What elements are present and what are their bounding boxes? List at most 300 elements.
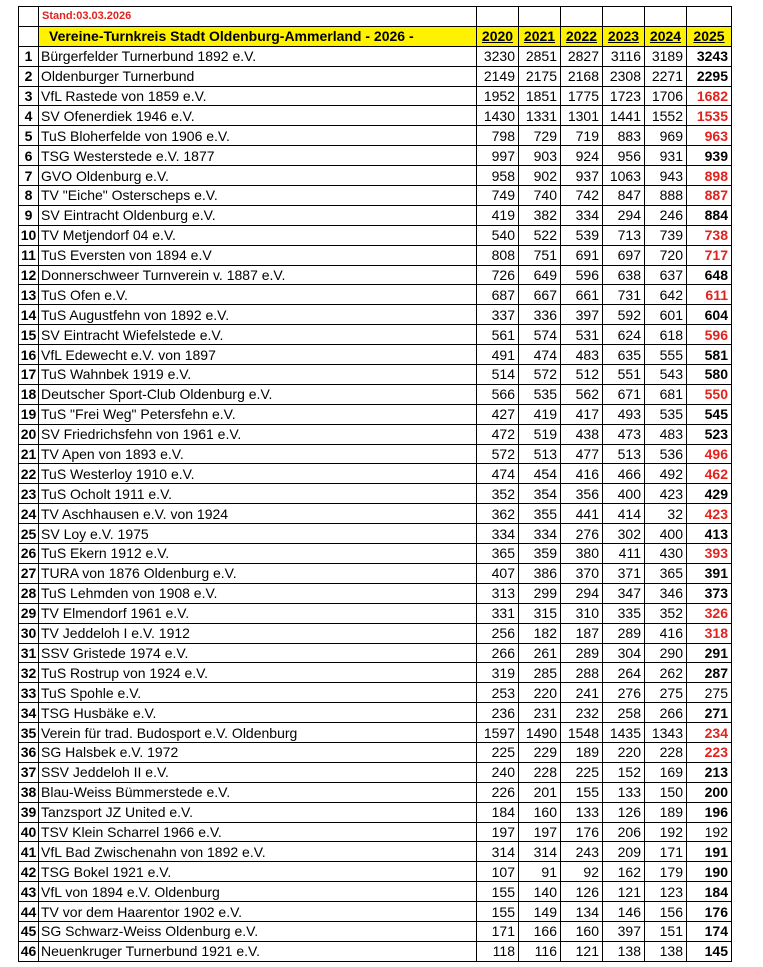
row-rank: 1 [19, 46, 39, 66]
row-rank: 21 [19, 444, 39, 464]
row-rank: 34 [19, 703, 39, 723]
year-value: 32 [645, 504, 687, 524]
year-value: 491 [477, 345, 519, 365]
club-membership-table [18, 6, 732, 962]
year-value: 561 [477, 325, 519, 345]
year-value: 697 [603, 245, 645, 265]
year-value: 997 [477, 146, 519, 166]
row-rank: 45 [19, 921, 39, 941]
year-value: 596 [561, 265, 603, 285]
current-year-value: 393 [687, 544, 732, 564]
year-value: 192 [645, 822, 687, 842]
table-row [19, 225, 732, 245]
club-name: SG Schwarz-Weiss Oldenburg e.V. [39, 921, 477, 941]
current-year-value: 192 [687, 822, 732, 842]
year-value: 304 [603, 643, 645, 663]
year-value: 731 [603, 285, 645, 305]
year-value: 347 [603, 583, 645, 603]
year-value: 246 [645, 205, 687, 225]
table-row [19, 245, 732, 265]
table-row [19, 504, 732, 524]
row-rank: 41 [19, 842, 39, 862]
row-rank: 40 [19, 822, 39, 842]
year-value: 294 [603, 205, 645, 225]
year-value: 888 [645, 186, 687, 206]
year-value: 427 [477, 404, 519, 424]
year-value: 536 [645, 444, 687, 464]
year-value: 138 [645, 941, 687, 961]
current-year-value: 939 [687, 146, 732, 166]
year-value: 400 [603, 484, 645, 504]
table-row [19, 723, 732, 743]
row-rank: 37 [19, 762, 39, 782]
row-rank: 43 [19, 882, 39, 902]
club-name: SV Friedrichsfehn von 1961 e.V. [39, 424, 477, 444]
current-year-value: 2295 [687, 66, 732, 86]
year-header: 2021 [519, 26, 561, 46]
table-row [19, 424, 732, 444]
year-value: 572 [477, 444, 519, 464]
year-value: 310 [561, 603, 603, 623]
row-rank: 11 [19, 245, 39, 265]
year-value: 160 [561, 921, 603, 941]
year-value: 290 [645, 643, 687, 663]
club-name: SSV Jeddeloh II e.V. [39, 762, 477, 782]
table-row [19, 703, 732, 723]
table-row [19, 802, 732, 822]
year-value: 514 [477, 365, 519, 385]
current-year-value: 1535 [687, 106, 732, 126]
club-name: VfL Edewecht e.V. von 1897 [39, 345, 477, 365]
year-value: 419 [519, 404, 561, 424]
year-value: 798 [477, 126, 519, 146]
year-value: 152 [603, 762, 645, 782]
year-value: 397 [603, 921, 645, 941]
current-year-value: 318 [687, 623, 732, 643]
year-value: 126 [561, 882, 603, 902]
club-name: Bürgerfelder Turnerbund 1892 e.V. [39, 46, 477, 66]
current-year-value: 190 [687, 862, 732, 882]
year-value: 512 [561, 365, 603, 385]
row-rank: 24 [19, 504, 39, 524]
table-row [19, 106, 732, 126]
year-value: 466 [603, 464, 645, 484]
club-name: SV Loy e.V. 1975 [39, 524, 477, 544]
year-value: 133 [561, 802, 603, 822]
year-value: 314 [477, 842, 519, 862]
year-value: 1552 [645, 106, 687, 126]
year-value: 958 [477, 166, 519, 186]
year-value: 179 [645, 862, 687, 882]
year-value: 276 [603, 683, 645, 703]
club-name: TuS Westerloy 1910 e.V. [39, 464, 477, 484]
year-value: 123 [645, 882, 687, 902]
year-value: 289 [603, 623, 645, 643]
club-name: SG Halsbek e.V. 1972 [39, 742, 477, 762]
year-value: 1430 [477, 106, 519, 126]
current-year-value: 611 [687, 285, 732, 305]
club-name: TuS Lehmden von 1908 e.V. [39, 583, 477, 603]
year-value: 160 [519, 802, 561, 822]
club-name: TSG Westerstede e.V. 1877 [39, 146, 477, 166]
table-row [19, 563, 732, 583]
year-value: 1706 [645, 86, 687, 106]
year-value: 302 [603, 524, 645, 544]
year-value: 176 [561, 822, 603, 842]
year-value: 726 [477, 265, 519, 285]
year-value: 483 [561, 345, 603, 365]
year-value: 184 [477, 802, 519, 822]
row-rank: 2 [19, 66, 39, 86]
current-year-value: 1682 [687, 86, 732, 106]
year-value: 258 [603, 703, 645, 723]
table-row [19, 384, 732, 404]
year-value: 140 [519, 882, 561, 902]
year-value: 226 [477, 782, 519, 802]
club-name: TuS Ofen e.V. [39, 285, 477, 305]
club-name: TV Metjendorf 04 e.V. [39, 225, 477, 245]
year-value: 356 [561, 484, 603, 504]
year-value: 266 [645, 703, 687, 723]
year-value: 352 [477, 484, 519, 504]
year-value: 166 [519, 921, 561, 941]
stand-blank [477, 7, 519, 27]
year-value: 352 [645, 603, 687, 623]
year-value: 562 [561, 384, 603, 404]
year-value: 261 [519, 643, 561, 663]
year-value: 1435 [603, 723, 645, 743]
year-value: 151 [645, 921, 687, 941]
year-value: 1952 [477, 86, 519, 106]
year-value: 687 [477, 285, 519, 305]
current-year-value: 287 [687, 663, 732, 683]
year-value: 539 [561, 225, 603, 245]
year-value: 276 [561, 524, 603, 544]
table-row [19, 822, 732, 842]
year-value: 1723 [603, 86, 645, 106]
table-title: Vereine-Turnkreis Stadt Oldenburg-Ammerland - 2026 - [39, 26, 477, 46]
club-name: TV Elmendorf 1961 e.V. [39, 603, 477, 623]
year-value: 266 [477, 643, 519, 663]
stand-blank [561, 7, 603, 27]
stand-date: Stand:03.03.2026 [39, 7, 477, 27]
year-value: 182 [519, 623, 561, 643]
current-year-value: 391 [687, 563, 732, 583]
year-value: 155 [477, 902, 519, 922]
year-value: 355 [519, 504, 561, 524]
year-value: 314 [519, 842, 561, 862]
year-header: 2025 [687, 26, 732, 46]
current-year-value: 234 [687, 723, 732, 743]
year-value: 430 [645, 544, 687, 564]
year-value: 197 [477, 822, 519, 842]
table-row [19, 66, 732, 86]
year-value: 749 [477, 186, 519, 206]
club-name: Deutscher Sport-Club Oldenburg e.V. [39, 384, 477, 404]
year-value: 362 [477, 504, 519, 524]
year-value: 739 [645, 225, 687, 245]
club-name: TV Apen von 1893 e.V. [39, 444, 477, 464]
year-value: 334 [519, 524, 561, 544]
club-name: VfL Bad Zwischenahn von 1892 e.V. [39, 842, 477, 862]
year-value: 519 [519, 424, 561, 444]
year-value: 671 [603, 384, 645, 404]
year-value: 171 [645, 842, 687, 862]
row-rank: 9 [19, 205, 39, 225]
table-row [19, 345, 732, 365]
row-rank: 22 [19, 464, 39, 484]
year-value: 2851 [519, 46, 561, 66]
year-value: 649 [519, 265, 561, 285]
row-rank: 16 [19, 345, 39, 365]
year-value: 92 [561, 862, 603, 882]
row-rank: 6 [19, 146, 39, 166]
year-value: 155 [561, 782, 603, 802]
year-value: 667 [519, 285, 561, 305]
year-value: 474 [477, 464, 519, 484]
year-value: 380 [561, 544, 603, 564]
year-value: 118 [477, 941, 519, 961]
table-row [19, 146, 732, 166]
table-body [19, 46, 732, 961]
current-year-value: 596 [687, 325, 732, 345]
current-year-value: 648 [687, 265, 732, 285]
year-value: 187 [561, 623, 603, 643]
row-rank: 28 [19, 583, 39, 603]
table-row [19, 663, 732, 683]
year-value: 107 [477, 862, 519, 882]
stand-blank [687, 7, 732, 27]
year-value: 365 [645, 563, 687, 583]
year-value: 354 [519, 484, 561, 504]
current-year-value: 887 [687, 186, 732, 206]
year-value: 1597 [477, 723, 519, 743]
row-rank: 12 [19, 265, 39, 285]
current-year-value: 275 [687, 683, 732, 703]
year-value: 206 [603, 822, 645, 842]
current-year-value: 963 [687, 126, 732, 146]
stand-blank [519, 7, 561, 27]
row-rank: 25 [19, 524, 39, 544]
stand-row [19, 7, 732, 27]
year-value: 969 [645, 126, 687, 146]
year-value: 150 [645, 782, 687, 802]
row-rank: 20 [19, 424, 39, 444]
table-row [19, 444, 732, 464]
year-value: 209 [603, 842, 645, 862]
table-row [19, 205, 732, 225]
year-value: 535 [519, 384, 561, 404]
table-row [19, 285, 732, 305]
year-value: 299 [519, 583, 561, 603]
year-value: 275 [645, 683, 687, 703]
current-year-value: 326 [687, 603, 732, 623]
row-rank: 19 [19, 404, 39, 424]
year-value: 225 [561, 762, 603, 782]
row-rank: 31 [19, 643, 39, 663]
year-value: 423 [645, 484, 687, 504]
club-name: TSV Klein Scharrel 1966 e.V. [39, 822, 477, 842]
year-value: 1301 [561, 106, 603, 126]
year-header: 2022 [561, 26, 603, 46]
year-value: 943 [645, 166, 687, 186]
year-value: 407 [477, 563, 519, 583]
club-name: TuS Wahnbek 1919 e.V. [39, 365, 477, 385]
club-name: Neuenkruger Turnerbund 1921 e.V. [39, 941, 477, 961]
club-name: TV Aschhausen e.V. von 1924 [39, 504, 477, 524]
table-row [19, 166, 732, 186]
year-value: 243 [561, 842, 603, 862]
current-year-value: 884 [687, 205, 732, 225]
year-value: 1331 [519, 106, 561, 126]
year-value: 661 [561, 285, 603, 305]
row-rank: 5 [19, 126, 39, 146]
table-row [19, 782, 732, 802]
year-value: 566 [477, 384, 519, 404]
year-value: 483 [645, 424, 687, 444]
year-value: 169 [645, 762, 687, 782]
year-value: 540 [477, 225, 519, 245]
row-rank: 35 [19, 723, 39, 743]
club-name: Tanzsport JZ United e.V. [39, 802, 477, 822]
year-value: 285 [519, 663, 561, 683]
year-value: 513 [603, 444, 645, 464]
table-row [19, 583, 732, 603]
year-value: 411 [603, 544, 645, 564]
table-row [19, 603, 732, 623]
header-rank-blank [19, 26, 39, 46]
club-name: TSG Bokel 1921 e.V. [39, 862, 477, 882]
year-value: 331 [477, 603, 519, 623]
year-value: 288 [561, 663, 603, 683]
year-value: 149 [519, 902, 561, 922]
table-row [19, 186, 732, 206]
table-row [19, 643, 732, 663]
year-value: 956 [603, 146, 645, 166]
year-value: 241 [561, 683, 603, 703]
current-year-value: 200 [687, 782, 732, 802]
current-year-value: 3243 [687, 46, 732, 66]
current-year-value: 373 [687, 583, 732, 603]
year-value: 555 [645, 345, 687, 365]
club-name: TV Jeddeloh I e.V. 1912 [39, 623, 477, 643]
year-value: 574 [519, 325, 561, 345]
table-row [19, 941, 732, 961]
table-row [19, 126, 732, 146]
current-year-value: 496 [687, 444, 732, 464]
year-value: 189 [645, 802, 687, 822]
row-rank: 32 [19, 663, 39, 683]
stand-blank [603, 7, 645, 27]
current-year-value: 581 [687, 345, 732, 365]
year-value: 162 [603, 862, 645, 882]
year-value: 231 [519, 703, 561, 723]
year-value: 315 [519, 603, 561, 623]
year-value: 3116 [603, 46, 645, 66]
row-rank: 23 [19, 484, 39, 504]
current-year-value: 717 [687, 245, 732, 265]
year-value: 201 [519, 782, 561, 802]
row-rank: 46 [19, 941, 39, 961]
table-row [19, 742, 732, 762]
table-row [19, 464, 732, 484]
year-value: 1063 [603, 166, 645, 186]
year-value: 513 [519, 444, 561, 464]
current-year-value: 271 [687, 703, 732, 723]
year-value: 1343 [645, 723, 687, 743]
row-rank: 4 [19, 106, 39, 126]
table-row [19, 762, 732, 782]
year-value: 91 [519, 862, 561, 882]
table-row [19, 544, 732, 564]
table-row [19, 882, 732, 902]
current-year-value: 423 [687, 504, 732, 524]
year-value: 346 [645, 583, 687, 603]
year-value: 808 [477, 245, 519, 265]
table-row [19, 265, 732, 285]
current-year-value: 898 [687, 166, 732, 186]
year-value: 543 [645, 365, 687, 385]
year-value: 1490 [519, 723, 561, 743]
row-rank: 30 [19, 623, 39, 643]
year-value: 335 [603, 603, 645, 623]
current-year-value: 580 [687, 365, 732, 385]
year-value: 334 [561, 205, 603, 225]
year-value: 937 [561, 166, 603, 186]
year-value: 220 [519, 683, 561, 703]
table-row [19, 623, 732, 643]
stand-blank [645, 7, 687, 27]
year-value: 134 [561, 902, 603, 922]
year-value: 624 [603, 325, 645, 345]
year-value: 454 [519, 464, 561, 484]
club-name: TuS "Frei Weg" Petersfehn e.V. [39, 404, 477, 424]
year-value: 116 [519, 941, 561, 961]
year-value: 236 [477, 703, 519, 723]
year-value: 262 [645, 663, 687, 683]
club-name: TuS Rostrup von 1924 e.V. [39, 663, 477, 683]
table-row [19, 484, 732, 504]
club-name: TV vor dem Haarentor 1902 e.V. [39, 902, 477, 922]
table-row [19, 842, 732, 862]
table-row [19, 683, 732, 703]
year-value: 416 [561, 464, 603, 484]
row-rank: 27 [19, 563, 39, 583]
table-row [19, 305, 732, 325]
year-value: 294 [561, 583, 603, 603]
row-rank: 3 [19, 86, 39, 106]
year-value: 681 [645, 384, 687, 404]
club-name: Verein für trad. Budosport e.V. Oldenburg [39, 723, 477, 743]
year-value: 473 [603, 424, 645, 444]
table-row [19, 862, 732, 882]
year-value: 903 [519, 146, 561, 166]
row-rank: 26 [19, 544, 39, 564]
year-value: 601 [645, 305, 687, 325]
year-value: 289 [561, 643, 603, 663]
year-value: 2271 [645, 66, 687, 86]
club-name: SV Ofenerdiek 1946 e.V. [39, 106, 477, 126]
current-year-value: 213 [687, 762, 732, 782]
year-value: 637 [645, 265, 687, 285]
year-value: 691 [561, 245, 603, 265]
row-rank: 7 [19, 166, 39, 186]
year-value: 638 [603, 265, 645, 285]
year-value: 240 [477, 762, 519, 782]
year-value: 493 [603, 404, 645, 424]
row-rank: 38 [19, 782, 39, 802]
year-value: 2308 [603, 66, 645, 86]
